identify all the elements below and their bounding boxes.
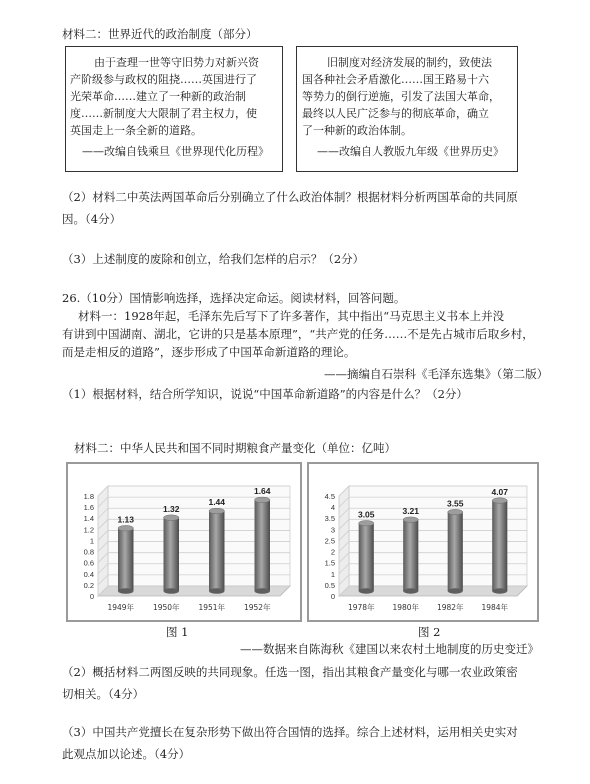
box-line: 等势力的倒行逆施，引发了法国大革命，: [302, 90, 500, 103]
y-tick-label: 1.6: [83, 503, 94, 513]
bar-base: [118, 588, 133, 594]
bar-base: [255, 588, 270, 594]
bar-top: [118, 525, 133, 531]
bar-top: [448, 509, 463, 514]
x-tick-label: 1949年: [107, 603, 135, 612]
bar: [255, 500, 270, 591]
material1-line: 材料一：1928年起，毛泽东先后写下了许多著作，其中指出“马克思主义书本上并没: [78, 309, 505, 323]
x-tick-label: 1980年: [392, 603, 420, 612]
question-26-1: （1）根据材料，结合所学知识，说说“中国革命新道路”的内容是什么？（2分）: [62, 387, 468, 401]
bar-value-label: 1.44: [208, 497, 226, 508]
bar-base: [492, 588, 507, 593]
box-line: 光荣革命……建立了一种新的政治制: [70, 90, 246, 103]
bar: [164, 518, 179, 591]
bar-value-label: 3.05: [357, 509, 375, 520]
question-26-2-line: 切相关。（4分）: [62, 687, 145, 701]
bar-top: [403, 517, 418, 522]
box-line: 由于查理一世等守旧势力对新兴资: [94, 56, 259, 69]
material-box-england: [65, 46, 283, 172]
material1-line: 有讲到中国湖南、湖北，它讲的只是基本原理”，“共产党的任务……不是先占城市后取乡村，: [62, 327, 534, 341]
y-tick-label: 0.2: [83, 580, 94, 590]
x-tick-label: 1982年: [436, 603, 464, 612]
chart-1-svg: [68, 464, 300, 620]
bar-top: [164, 515, 179, 521]
x-tick-label: 1984年: [481, 603, 509, 612]
material-box-france: [296, 46, 518, 172]
chart-figure-1: [66, 462, 302, 622]
bar-value-label: 4.07: [491, 486, 509, 497]
material2-chart-heading: 材料二：中华人民共和国不同时期粮食产量变化（单位：亿吨）: [74, 441, 396, 455]
y-tick-label: 4.5: [324, 492, 335, 501]
box-source: ——改编自人教版九年级《世界历史》: [317, 145, 504, 158]
bar: [492, 501, 507, 591]
y-tick-label: 1.8: [83, 492, 94, 501]
question-3: （3）上述制度的废除和创立，给我们怎样的启示？（2分）: [62, 252, 365, 266]
material2-heading: 材料二：世界近代的政治制度（部分）: [62, 27, 258, 41]
bar-base: [403, 588, 418, 593]
material1-source: ——摘编自石崇科《毛泽东选集》（第二版）: [324, 367, 549, 381]
y-tick-label: 0.6: [83, 558, 94, 568]
bar-top: [492, 498, 507, 503]
bar: [403, 520, 418, 591]
chart-figure-2: [307, 462, 539, 622]
box-line: 英国走上一条全新的道路。: [70, 124, 202, 137]
x-tick-label: 1950年: [152, 603, 180, 612]
box-line: 国各种社会矛盾激化……国王路易十六: [302, 73, 489, 86]
y-tick-label: 1: [89, 536, 94, 546]
x-tick-label: 1952年: [243, 603, 271, 612]
figure-1-caption: 图 1: [166, 625, 189, 639]
y-tick-label: 3: [330, 525, 335, 535]
material1-line: 而是走相反的道路”，逐步形成了中国革命新道路的理论。: [62, 345, 356, 359]
figure-source: ——数据来自陈海秋《建国以来农村土地制度的历史变迁》: [240, 642, 539, 656]
y-tick-label: 2.5: [324, 536, 335, 546]
question-26-3-line: （3）中国共产党擅长在复杂形势下做出符合国情的选择。综合上述材料，运用相关史实对: [62, 725, 518, 739]
bar-base: [448, 588, 463, 593]
y-tick-label: 1.2: [83, 525, 94, 535]
bar: [118, 528, 133, 591]
y-tick-label: 0: [330, 592, 335, 601]
bar-base: [209, 588, 224, 594]
question-26-2-line: （2）概括材料二两图反映的共同现象。任选一图，指出其粮食产量变化与哪一农业政策密: [62, 665, 518, 679]
bar-value-label: 1.64: [253, 486, 271, 497]
y-tick-label: 0.4: [83, 569, 94, 579]
bar-value-label: 1.13: [117, 514, 135, 525]
y-tick-label: 0.5: [324, 580, 335, 590]
bar-base: [359, 588, 374, 593]
x-tick-label: 1978年: [347, 603, 375, 612]
figure-2-caption: 图 2: [418, 625, 441, 639]
bar-top: [255, 497, 270, 503]
question-26-3-line: 此观点加以论述。（4分）: [62, 747, 191, 761]
question-26-intro: 26.（10分）国情影响选择，选择决定命运。阅读材料，回答问题。: [62, 291, 406, 305]
box-line: 度……新制度大大限制了君主权力，使: [70, 107, 257, 120]
chart-2-svg: [309, 464, 537, 620]
bar-value-label: 3.55: [446, 498, 464, 509]
y-tick-label: 1.4: [83, 514, 94, 524]
bar-value-label: 1.32: [162, 503, 180, 514]
y-tick-label: 1.5: [324, 558, 335, 568]
y-tick-label: 1: [330, 569, 335, 579]
box-line: 产阶级参与政权的阻挠……英国进行了: [70, 73, 257, 86]
box-line: 最终以人民广泛参与的彻底革命，确立: [302, 107, 489, 120]
y-tick-label: 2: [330, 547, 335, 557]
question-2-line: 因。（4分）: [62, 212, 122, 226]
bar-base: [164, 588, 179, 594]
y-tick-label: 3.5: [324, 514, 335, 524]
bar-top: [209, 508, 224, 514]
x-tick-label: 1951年: [198, 603, 226, 612]
box-line: 旧制度对经济发展的制约，致使法: [327, 56, 492, 69]
question-2-line: （2）材料二中英法两国革命后分别确立了什么政治体制？根据材料分析两国革命的共同原: [62, 190, 518, 204]
box-source: ——改编自钱乘旦《世界现代化历程》: [82, 145, 269, 158]
bar-value-label: 3.21: [402, 505, 420, 516]
bar: [448, 512, 463, 591]
y-tick-label: 4: [330, 503, 335, 513]
bar: [359, 523, 374, 591]
y-tick-label: 0.8: [83, 547, 94, 557]
bar: [209, 511, 224, 591]
bar-top: [359, 520, 374, 525]
y-tick-label: 0: [89, 592, 94, 601]
box-line: 了一种新的政治体制。: [302, 124, 412, 137]
